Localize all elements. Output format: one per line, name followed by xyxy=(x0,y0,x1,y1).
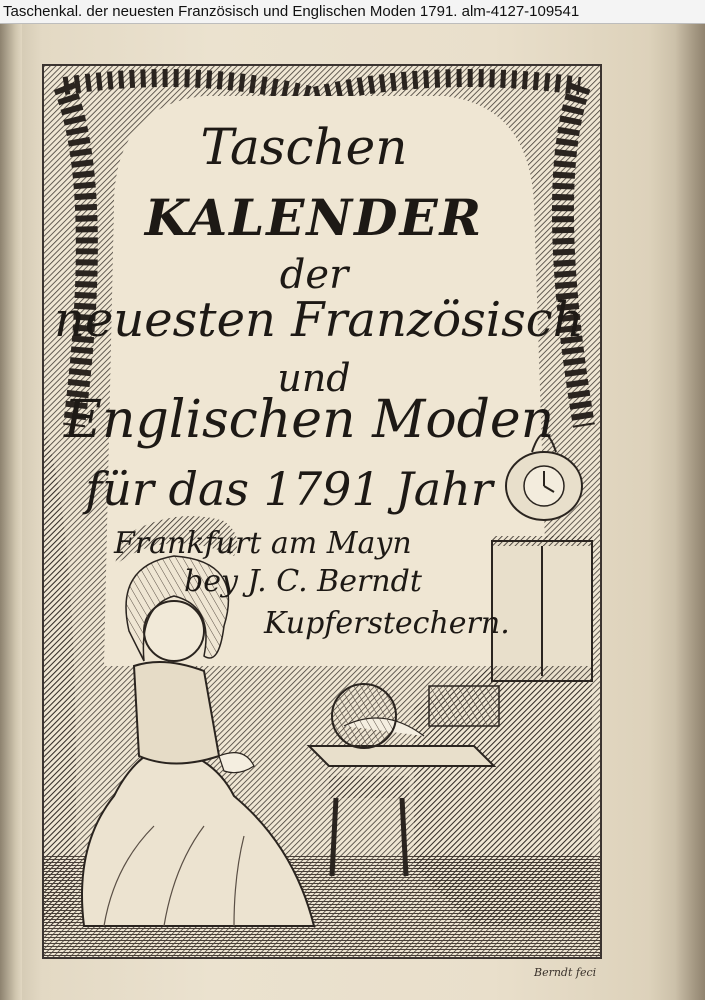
engraved-plate xyxy=(42,64,602,979)
engraver-signature: Berndt feci xyxy=(534,966,597,979)
title-neuesten: neuesten Französisch xyxy=(54,292,584,348)
title-year: für das 1791 Jahr xyxy=(85,462,493,516)
desk-flap xyxy=(309,746,494,766)
title-kalender: KALENDER xyxy=(144,188,484,247)
book-spine xyxy=(0,24,22,1000)
chair-seat xyxy=(329,776,409,798)
imprint-publisher: bey J. C. Berndt xyxy=(184,564,422,599)
imprint-place: Frankfurt am Mayn xyxy=(114,526,412,561)
imprint-profession: Kupferstechern. xyxy=(264,606,510,641)
page-edge-shadow xyxy=(675,24,705,1000)
title-der: der xyxy=(279,252,349,298)
chair-back xyxy=(332,684,396,748)
title-englischen: Englischen Moden xyxy=(64,390,555,450)
book-page xyxy=(0,24,705,1000)
title-taschen: Taschen xyxy=(200,118,408,176)
title-und: und xyxy=(277,356,351,400)
window-title: Taschenkal. der neuesten Französisch und Englischen Moden 1791. alm-4127-109541 xyxy=(0,0,705,24)
